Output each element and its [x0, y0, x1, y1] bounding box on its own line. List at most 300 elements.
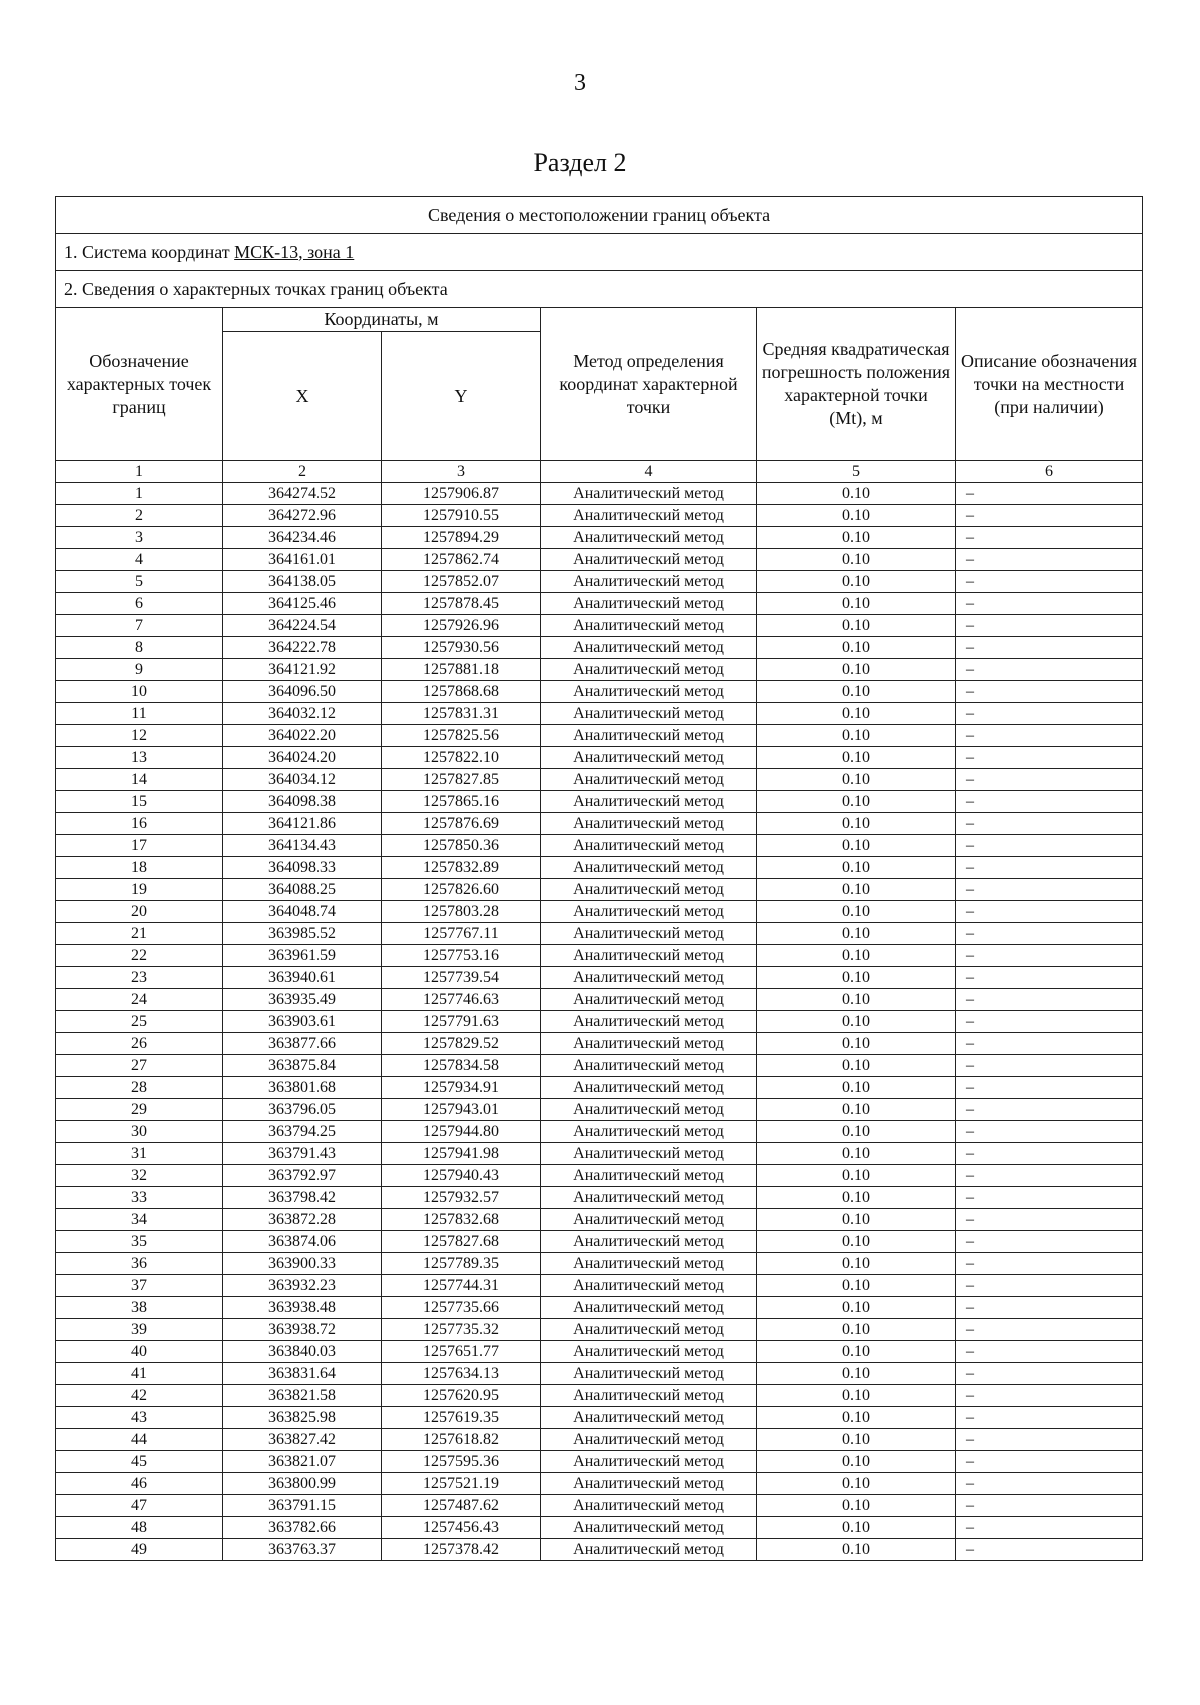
description: –	[956, 615, 1143, 637]
method: Аналитический метод	[541, 1253, 757, 1275]
method: Аналитический метод	[541, 637, 757, 659]
table-row	[56, 967, 1143, 989]
coord-y: 1257789.35	[382, 1253, 541, 1275]
method: Аналитический метод	[541, 1165, 757, 1187]
description: –	[956, 725, 1143, 747]
error-value: 0.10	[757, 593, 956, 615]
coord-x: 364121.92	[223, 659, 382, 681]
coord-x: 364096.50	[223, 681, 382, 703]
coord-y: 1257829.52	[382, 1033, 541, 1055]
point-number: 2	[56, 505, 223, 527]
coord-y: 1257651.77	[382, 1341, 541, 1363]
method: Аналитический метод	[541, 835, 757, 857]
method: Аналитический метод	[541, 791, 757, 813]
coord-y: 1257803.28	[382, 901, 541, 923]
description: –	[956, 483, 1143, 505]
table-row	[56, 1033, 1143, 1055]
method: Аналитический метод	[541, 1495, 757, 1517]
method: Аналитический метод	[541, 923, 757, 945]
method: Аналитический метод	[541, 593, 757, 615]
description: –	[956, 1099, 1143, 1121]
coord-x: 363800.99	[223, 1473, 382, 1495]
header-point-designation: Обозначение характерных точек границ	[56, 308, 223, 461]
coord-x: 363796.05	[223, 1099, 382, 1121]
error-value: 0.10	[757, 923, 956, 945]
coord-y: 1257930.56	[382, 637, 541, 659]
error-value: 0.10	[757, 879, 956, 901]
coord-x: 363792.97	[223, 1165, 382, 1187]
point-number: 37	[56, 1275, 223, 1297]
description: –	[956, 1011, 1143, 1033]
coord-y: 1257832.68	[382, 1209, 541, 1231]
method: Аналитический метод	[541, 703, 757, 725]
method: Аналитический метод	[541, 1209, 757, 1231]
coord-x: 363827.42	[223, 1429, 382, 1451]
method: Аналитический метод	[541, 1297, 757, 1319]
table-row	[56, 593, 1143, 615]
coord-x: 363932.23	[223, 1275, 382, 1297]
error-value: 0.10	[757, 1121, 956, 1143]
coord-y: 1257753.16	[382, 945, 541, 967]
point-number: 44	[56, 1429, 223, 1451]
header-error-unit: (Mt), м	[829, 408, 883, 428]
column-number: 6	[956, 461, 1143, 483]
table-row	[56, 1473, 1143, 1495]
description: –	[956, 901, 1143, 923]
coord-x: 363763.37	[223, 1539, 382, 1561]
coord-x: 363874.06	[223, 1231, 382, 1253]
coord-y: 1257941.98	[382, 1143, 541, 1165]
coord-x: 364222.78	[223, 637, 382, 659]
table-row	[56, 1011, 1143, 1033]
error-value: 0.10	[757, 725, 956, 747]
description: –	[956, 1209, 1143, 1231]
description: –	[956, 659, 1143, 681]
coord-x: 364088.25	[223, 879, 382, 901]
coord-x: 363872.28	[223, 1209, 382, 1231]
error-value: 0.10	[757, 1055, 956, 1077]
description: –	[956, 1407, 1143, 1429]
coord-x: 364098.38	[223, 791, 382, 813]
description: –	[956, 1319, 1143, 1341]
boundary-table	[55, 196, 1143, 1561]
error-value: 0.10	[757, 483, 956, 505]
coord-x: 364161.01	[223, 549, 382, 571]
error-value: 0.10	[757, 857, 956, 879]
coord-y: 1257744.31	[382, 1275, 541, 1297]
coord-y: 1257834.58	[382, 1055, 541, 1077]
coord-x: 363794.25	[223, 1121, 382, 1143]
description: –	[956, 1539, 1143, 1561]
error-value: 0.10	[757, 1539, 956, 1561]
coord-x: 363938.72	[223, 1319, 382, 1341]
table-row	[56, 1539, 1143, 1561]
header-x: X	[223, 332, 382, 461]
table-row	[56, 659, 1143, 681]
point-number: 24	[56, 989, 223, 1011]
coord-x: 364234.46	[223, 527, 382, 549]
point-number: 7	[56, 615, 223, 637]
table-row	[56, 1055, 1143, 1077]
description: –	[956, 1231, 1143, 1253]
description: –	[956, 1473, 1143, 1495]
table-row	[56, 1231, 1143, 1253]
coord-x: 364224.54	[223, 615, 382, 637]
table-row	[56, 637, 1143, 659]
column-number: 4	[541, 461, 757, 483]
error-value: 0.10	[757, 637, 956, 659]
error-value: 0.10	[757, 659, 956, 681]
error-value: 0.10	[757, 1253, 956, 1275]
method: Аналитический метод	[541, 1055, 757, 1077]
method: Аналитический метод	[541, 1451, 757, 1473]
description: –	[956, 1495, 1143, 1517]
coord-y: 1257862.74	[382, 549, 541, 571]
coord-y: 1257906.87	[382, 483, 541, 505]
error-value: 0.10	[757, 813, 956, 835]
point-number: 34	[56, 1209, 223, 1231]
description: –	[956, 1451, 1143, 1473]
description: –	[956, 593, 1143, 615]
coord-y: 1257878.45	[382, 593, 541, 615]
point-number: 4	[56, 549, 223, 571]
point-number: 8	[56, 637, 223, 659]
method: Аналитический метод	[541, 1077, 757, 1099]
coord-x: 363791.15	[223, 1495, 382, 1517]
coord-y: 1257826.60	[382, 879, 541, 901]
point-number: 42	[56, 1385, 223, 1407]
description: –	[956, 989, 1143, 1011]
coord-x: 364272.96	[223, 505, 382, 527]
coord-y: 1257831.31	[382, 703, 541, 725]
coordinate-system-label: 1. Система координат	[64, 241, 230, 262]
coordinate-system-value: МСК-13, зона 1	[234, 241, 355, 262]
error-value: 0.10	[757, 747, 956, 769]
description: –	[956, 1275, 1143, 1297]
error-value: 0.10	[757, 1363, 956, 1385]
column-number: 1	[56, 461, 223, 483]
table-row	[56, 681, 1143, 703]
method: Аналитический метод	[541, 1385, 757, 1407]
error-value: 0.10	[757, 1319, 956, 1341]
error-value: 0.10	[757, 1495, 956, 1517]
point-number: 43	[56, 1407, 223, 1429]
table-row	[56, 1209, 1143, 1231]
section-title: Раздел 2	[533, 148, 627, 177]
coord-x: 363821.58	[223, 1385, 382, 1407]
coord-x: 364022.20	[223, 725, 382, 747]
method: Аналитический метод	[541, 1341, 757, 1363]
table-row	[56, 1385, 1143, 1407]
coord-x: 363985.52	[223, 923, 382, 945]
coord-y: 1257620.95	[382, 1385, 541, 1407]
table-row	[56, 505, 1143, 527]
table-row	[56, 769, 1143, 791]
point-number: 22	[56, 945, 223, 967]
coord-y: 1257852.07	[382, 571, 541, 593]
coord-x: 364098.33	[223, 857, 382, 879]
coord-y: 1257595.36	[382, 1451, 541, 1473]
table-row	[56, 703, 1143, 725]
point-number: 1	[56, 483, 223, 505]
coord-y: 1257735.66	[382, 1297, 541, 1319]
error-value: 0.10	[757, 527, 956, 549]
description: –	[956, 769, 1143, 791]
method: Аналитический метод	[541, 1429, 757, 1451]
coord-x: 363935.49	[223, 989, 382, 1011]
table-row	[56, 1451, 1143, 1473]
table-row	[56, 527, 1143, 549]
error-value: 0.10	[757, 1011, 956, 1033]
method: Аналитический метод	[541, 1407, 757, 1429]
coord-x: 363940.61	[223, 967, 382, 989]
coord-y: 1257940.43	[382, 1165, 541, 1187]
error-value: 0.10	[757, 791, 956, 813]
coord-x: 363875.84	[223, 1055, 382, 1077]
coord-y: 1257865.16	[382, 791, 541, 813]
method: Аналитический метод	[541, 571, 757, 593]
description: –	[956, 571, 1143, 593]
point-number: 11	[56, 703, 223, 725]
point-number: 38	[56, 1297, 223, 1319]
table-row	[56, 747, 1143, 769]
table-row	[56, 879, 1143, 901]
coord-y: 1257827.85	[382, 769, 541, 791]
coord-y: 1257934.91	[382, 1077, 541, 1099]
method: Аналитический метод	[541, 747, 757, 769]
method: Аналитический метод	[541, 1231, 757, 1253]
coord-y: 1257456.43	[382, 1517, 541, 1539]
error-value: 0.10	[757, 681, 956, 703]
error-value: 0.10	[757, 1231, 956, 1253]
method: Аналитический метод	[541, 857, 757, 879]
column-number: 5	[757, 461, 956, 483]
table-row	[56, 1341, 1143, 1363]
table-row	[56, 1429, 1143, 1451]
coord-x: 364032.12	[223, 703, 382, 725]
point-number: 6	[56, 593, 223, 615]
table-row	[56, 1495, 1143, 1517]
method: Аналитический метод	[541, 989, 757, 1011]
description: –	[956, 813, 1143, 835]
description: –	[956, 1297, 1143, 1319]
description: –	[956, 1187, 1143, 1209]
coord-x: 363840.03	[223, 1341, 382, 1363]
method: Аналитический метод	[541, 549, 757, 571]
coord-x: 363801.68	[223, 1077, 382, 1099]
error-value: 0.10	[757, 1407, 956, 1429]
error-value: 0.10	[757, 1077, 956, 1099]
column-number: 2	[223, 461, 382, 483]
table-row	[56, 1143, 1143, 1165]
error-value: 0.10	[757, 1209, 956, 1231]
description: –	[956, 527, 1143, 549]
point-number: 3	[56, 527, 223, 549]
coord-y: 1257850.36	[382, 835, 541, 857]
error-value: 0.10	[757, 945, 956, 967]
coord-x: 363903.61	[223, 1011, 382, 1033]
table-row	[56, 1319, 1143, 1341]
point-number: 25	[56, 1011, 223, 1033]
coord-y: 1257487.62	[382, 1495, 541, 1517]
coord-y: 1257634.13	[382, 1363, 541, 1385]
header-description: Описание обозначения точки на местности (при наличии)	[956, 308, 1143, 461]
method: Аналитический метод	[541, 879, 757, 901]
point-number: 21	[56, 923, 223, 945]
description: –	[956, 967, 1143, 989]
table-row	[56, 725, 1143, 747]
table-row	[56, 989, 1143, 1011]
coord-y: 1257881.18	[382, 659, 541, 681]
description: –	[956, 923, 1143, 945]
method: Аналитический метод	[541, 1539, 757, 1561]
table-row	[56, 549, 1143, 571]
description: –	[956, 1363, 1143, 1385]
error-value: 0.10	[757, 1473, 956, 1495]
description: –	[956, 1077, 1143, 1099]
method: Аналитический метод	[541, 1319, 757, 1341]
coord-y: 1257822.10	[382, 747, 541, 769]
coord-y: 1257876.69	[382, 813, 541, 835]
error-value: 0.10	[757, 769, 956, 791]
point-number: 39	[56, 1319, 223, 1341]
point-number: 12	[56, 725, 223, 747]
method: Аналитический метод	[541, 967, 757, 989]
description: –	[956, 835, 1143, 857]
description: –	[956, 857, 1143, 879]
description: –	[956, 945, 1143, 967]
coord-y: 1257910.55	[382, 505, 541, 527]
method: Аналитический метод	[541, 1121, 757, 1143]
point-number: 20	[56, 901, 223, 923]
method: Аналитический метод	[541, 1517, 757, 1539]
table-row	[56, 1099, 1143, 1121]
table-row	[56, 1077, 1143, 1099]
error-value: 0.10	[757, 1165, 956, 1187]
method: Аналитический метод	[541, 505, 757, 527]
point-number: 36	[56, 1253, 223, 1275]
coord-y: 1257832.89	[382, 857, 541, 879]
coord-x: 363825.98	[223, 1407, 382, 1429]
point-number: 13	[56, 747, 223, 769]
point-number: 48	[56, 1517, 223, 1539]
point-number: 47	[56, 1495, 223, 1517]
coord-x: 364048.74	[223, 901, 382, 923]
point-number: 31	[56, 1143, 223, 1165]
coord-y: 1257767.11	[382, 923, 541, 945]
point-number: 41	[56, 1363, 223, 1385]
table-row	[56, 945, 1143, 967]
method: Аналитический метод	[541, 1187, 757, 1209]
point-number: 27	[56, 1055, 223, 1077]
coord-y: 1257825.56	[382, 725, 541, 747]
error-value: 0.10	[757, 835, 956, 857]
description: –	[956, 1341, 1143, 1363]
error-value: 0.10	[757, 505, 956, 527]
point-number: 33	[56, 1187, 223, 1209]
point-number: 40	[56, 1341, 223, 1363]
coord-x: 364125.46	[223, 593, 382, 615]
coord-x: 364121.86	[223, 813, 382, 835]
error-value: 0.10	[757, 1451, 956, 1473]
header-y: Y	[382, 332, 541, 461]
coord-y: 1257619.35	[382, 1407, 541, 1429]
coord-x: 364274.52	[223, 483, 382, 505]
coord-y: 1257943.01	[382, 1099, 541, 1121]
point-number: 10	[56, 681, 223, 703]
method: Аналитический метод	[541, 681, 757, 703]
table-row	[56, 901, 1143, 923]
description: –	[956, 1143, 1143, 1165]
table-row	[56, 1363, 1143, 1385]
point-number: 16	[56, 813, 223, 835]
table-row	[56, 615, 1143, 637]
method: Аналитический метод	[541, 1099, 757, 1121]
coord-y: 1257746.63	[382, 989, 541, 1011]
coord-y: 1257378.42	[382, 1539, 541, 1561]
table-row	[56, 923, 1143, 945]
method: Аналитический метод	[541, 659, 757, 681]
point-number: 5	[56, 571, 223, 593]
description: –	[956, 637, 1143, 659]
error-value: 0.10	[757, 1033, 956, 1055]
error-value: 0.10	[757, 989, 956, 1011]
method: Аналитический метод	[541, 725, 757, 747]
coord-y: 1257894.29	[382, 527, 541, 549]
point-number: 32	[56, 1165, 223, 1187]
method: Аналитический метод	[541, 769, 757, 791]
error-value: 0.10	[757, 1297, 956, 1319]
coord-y: 1257868.68	[382, 681, 541, 703]
error-value: 0.10	[757, 1429, 956, 1451]
point-number: 45	[56, 1451, 223, 1473]
coord-y: 1257827.68	[382, 1231, 541, 1253]
table-row	[56, 857, 1143, 879]
error-value: 0.10	[757, 1187, 956, 1209]
method: Аналитический метод	[541, 1033, 757, 1055]
method: Аналитический метод	[541, 483, 757, 505]
error-value: 0.10	[757, 1385, 956, 1407]
table-row	[56, 1165, 1143, 1187]
coord-x: 364138.05	[223, 571, 382, 593]
error-value: 0.10	[757, 1517, 956, 1539]
description: –	[956, 505, 1143, 527]
coord-y: 1257926.96	[382, 615, 541, 637]
table-row	[56, 1517, 1143, 1539]
description: –	[956, 1429, 1143, 1451]
point-number: 46	[56, 1473, 223, 1495]
point-number: 49	[56, 1539, 223, 1561]
description: –	[956, 1165, 1143, 1187]
coord-y: 1257932.57	[382, 1187, 541, 1209]
coord-x: 364034.12	[223, 769, 382, 791]
description: –	[956, 1253, 1143, 1275]
method: Аналитический метод	[541, 1275, 757, 1297]
header-method: Метод определения координат характерной точки	[541, 308, 757, 461]
point-number: 19	[56, 879, 223, 901]
coord-y: 1257521.19	[382, 1473, 541, 1495]
method: Аналитический метод	[541, 1011, 757, 1033]
error-value: 0.10	[757, 967, 956, 989]
points-heading: 2. Сведения о характерных точках границ объекта	[56, 271, 1143, 308]
description: –	[956, 703, 1143, 725]
coord-y: 1257791.63	[382, 1011, 541, 1033]
coord-x: 363782.66	[223, 1517, 382, 1539]
point-number: 15	[56, 791, 223, 813]
point-number: 29	[56, 1099, 223, 1121]
error-value: 0.10	[757, 1341, 956, 1363]
table-row	[56, 835, 1143, 857]
